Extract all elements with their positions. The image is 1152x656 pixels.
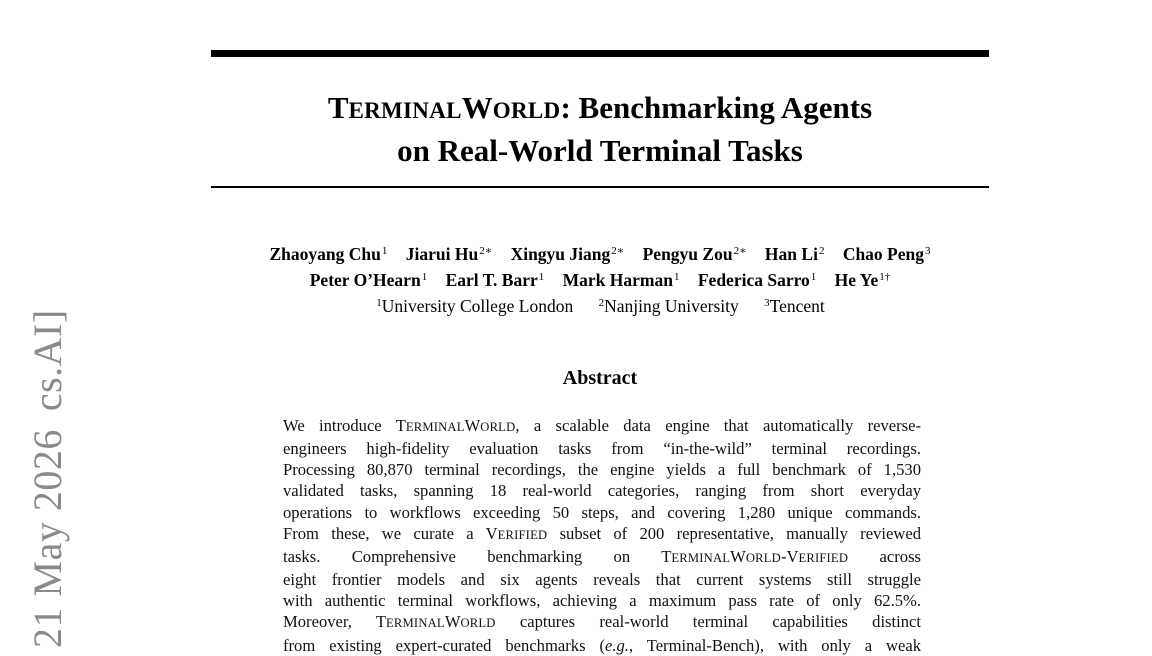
author: Zhaoyang Chu$^1$ (269, 244, 388, 264)
abstract-line: From these, we curate a VERIFIED subset of 200 representative, manually reviewed (283, 523, 921, 543)
author: Federica Sarro$^1$ (697, 270, 817, 290)
arxiv-category: cs.AI] (25, 309, 70, 412)
abstract-line: tasks. Comprehensive benchmarking on TERMINALWORLD-VERIFIED across (283, 546, 921, 566)
abstract-line: validated tasks, spanning 18 real-world categories, ranging from short everyday (283, 481, 921, 501)
author: Xingyu Jiang$^{2∗}$ (510, 244, 625, 264)
author: Jiarui $Hu^{2∗}$ (405, 244, 493, 264)
arxiv-stamp (24, 309, 72, 648)
author: Chao Peng$^3$ (842, 244, 931, 264)
author-line-1 (211, 240, 989, 266)
abstract-line: Moreover, TERMINALWORLD captures real-world terminal capabilities distinct (283, 612, 922, 632)
affiliation: $^2$Nanjing University (598, 296, 739, 316)
author: Pengyu Zou$^{2∗}$ (642, 244, 747, 264)
title-rule-top (211, 50, 989, 57)
author: Peter O’Hearn$^1$ (309, 270, 428, 290)
arxiv-date: 21 May 2026 (25, 429, 70, 648)
abstract-line: operations to workflows exceeding 50 steps, and covering 1,280 unique commands. (283, 502, 921, 522)
title-line-1: TERMINALWORLD: Benchmarking Agents (327, 90, 873, 125)
author-block (211, 240, 989, 318)
affiliations (211, 292, 989, 318)
author-line-2 (211, 266, 989, 292)
affiliation: $^3$Tencent (764, 296, 825, 316)
abstract-line: Processing 80,870 terminal recordings, the engine yields a full benchmark of 1,530 (283, 460, 921, 480)
title-rule-bottom (211, 186, 989, 188)
author: Earl T. Barr$^1$ (445, 270, 545, 290)
author: He $Ye^{1\dagger}$ (834, 270, 891, 290)
author: Han Li$^2$ (764, 244, 825, 264)
title-line-2: on Real-World Terminal Tasks (397, 133, 803, 168)
abstract-line: We introduce TERMINALWORLD, a scalable data engine that automatically reverse- (283, 416, 921, 435)
paper-title (211, 88, 989, 171)
abstract-line: from existing expert-curated benchmarks (e.g., Terminal-Bench), with only a weak (283, 635, 922, 655)
abstract-line: engineers high-fidelity evaluation tasks from “in-the-wild” terminal recordings. (283, 439, 921, 459)
abstract-body (283, 415, 921, 656)
affiliation: $^1$University College London (376, 296, 574, 316)
abstract-heading: Abstract (562, 367, 638, 389)
author: Mark Harman$^1$ (562, 270, 680, 290)
abstract-line: eight frontier models and six agents reveals that current systems still struggle (283, 570, 921, 590)
abstract-line: with authentic terminal workflows, achieving a maximum pass rate of only 62.5%. (283, 591, 921, 611)
